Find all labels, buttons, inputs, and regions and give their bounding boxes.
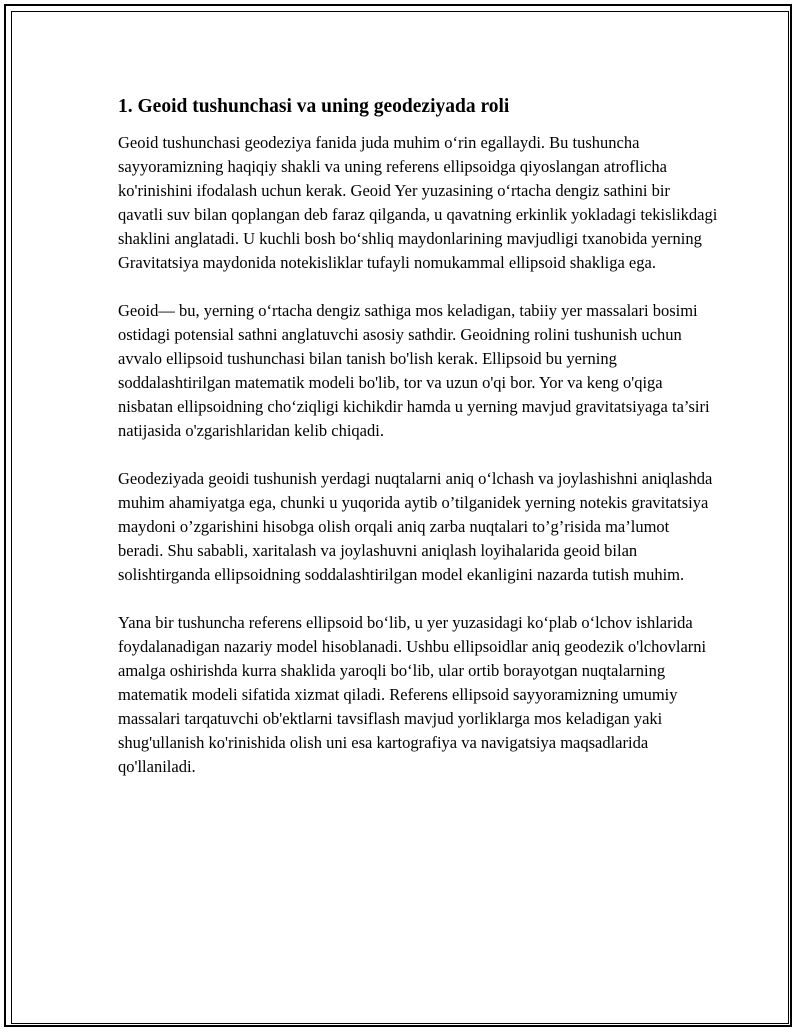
document-body: [118, 94, 718, 803]
section-heading: 1. Geoid tushunchasi va uning geodeziyada roli: [118, 96, 510, 117]
paragraph-2: Geoid— bu, yerning o‘rtacha dengiz sathiga mos keladigan, tabiiy yer massalari bosimi ostidagi potensial sathni anglatuvchi asosiy sathdir. Geoidning rolini tushunish uchun avvalo ellipsoid tushunchasi bilan tanish bo'lish kerak. Ellipsoid bu yerning soddalashtirilgan matematik modeli bo'lib, tor va uzun o'qi bor. Yor va keng o'qiga nisbatan ellipsoidning cho‘ziqligi kichikdir hamda u yerning mavjud gravitatsiyaga ta’siri natijasida o'zgarishlaridan kelib chiqadi.: [118, 301, 710, 440]
paragraph-1: Geoid tushunchasi geodeziya fanida juda muhim o‘rin egallaydi. Bu tushuncha sayyoramizning haqiqiy shakli va uning referens ellipsoidga qiyoslangan atroflicha ko'rinishini ifodalash uchun kerak. Geoid Yer yuzasining o‘rtacha dengiz sathini bir qavatli suv bilan qoplangan deb faraz qilganda, u qavatning erkinlik yokladagi tekislikdagi shaklini anglatadi. U kuchli bosh bo‘shliq maydonlarining mavjudligi txanobida yerning Gravitatsiya maydonida notekisliklar tufayli nomukammal ellipsoid shakliga ega.: [118, 133, 718, 272]
paragraph-4: Yana bir tushuncha referens ellipsoid bo‘lib, u yer yuzasidagi ko‘plab o‘lchov ishlarida foydalanadigan nazariy model hisoblanadi. Ushbu ellipsoidlar aniq geodezik o'lchovlarni amalga oshirishda kurra shaklida yaroqli bo‘lib, ular ortib borayotgan nuqtalarning matematik modeli sifatida xizmat qiladi. Referens ellipsoid sayyoramizning umumiy massalari tarqatuvchi ob'ektlarni tavsiflash mavjud yorliklarga mos keladigan yaki shug'ullanish ko'rinishida olish uni esa kartografiya va navigatsiya maqsadlarida qo'llaniladi.: [118, 613, 707, 776]
paragraph-3: Geodeziyada geoidi tushunish yerdagi nuqtalarni aniq o‘lchash va joylashishni aniqlashda muhim ahamiyatga ega, chunki u yuqorida aytib o’tilganidek yerning notekis gravitatsiya maydoni o’zgarishini hisobga olish orqali aniq zarba nuqtalari to’g’risida ma’lumot beradi. Shu sababli, xaritalash va joylashuvni aniqlash loyihalarida geoid bilan solishtirganda ellipsoidning soddalashtirilgan model ekanligini nazarda tutish muhim.: [118, 469, 713, 584]
